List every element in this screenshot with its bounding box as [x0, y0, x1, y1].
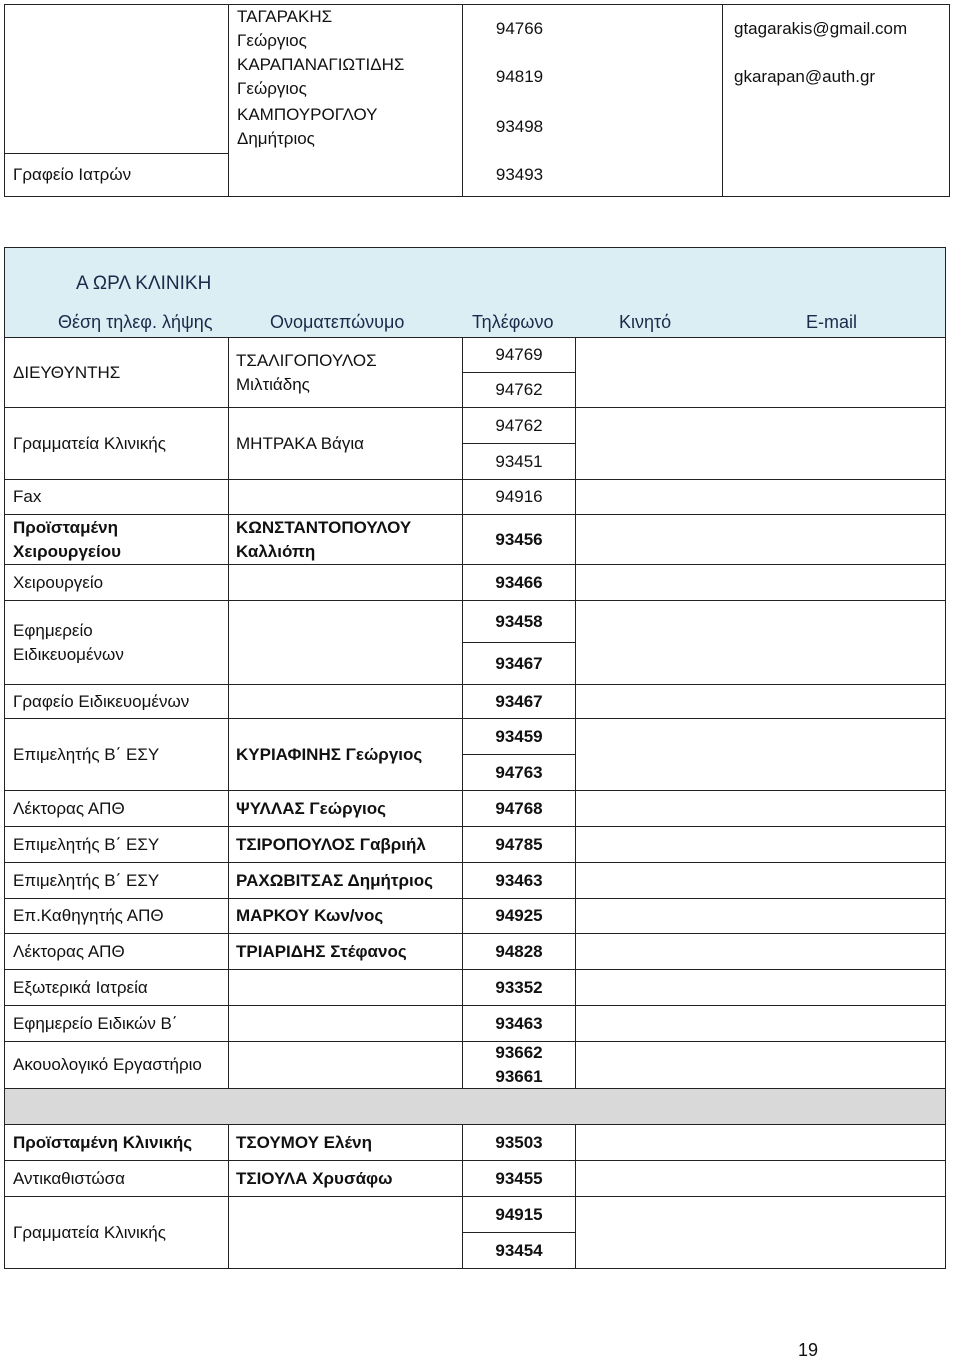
position-cell [5, 685, 229, 718]
header-name: Ονοματεπώνυμο [270, 312, 405, 332]
name-cell [229, 1161, 463, 1196]
surname: ΤΑΓΑΡΑΚΗΣ [237, 7, 333, 26]
mobile-email-cell [576, 408, 945, 479]
phone-number: 93352 [495, 977, 543, 997]
position-cell [5, 153, 229, 196]
position-cell [5, 101, 229, 153]
position-label: Ακουολογικό Εργαστήριο [13, 1055, 202, 1074]
position-label: Επ.Καθηγητής ΑΠΘ [13, 906, 164, 925]
table-row [5, 480, 945, 515]
full-name: ΜΗΤΡΑΚΑ Βάγια [236, 433, 364, 453]
mobile-email-cell [576, 1197, 945, 1268]
position-label: Ειδικευομένων [13, 644, 124, 664]
name-cell [229, 1125, 463, 1160]
phone-number: 93455 [495, 1168, 543, 1188]
position-label: Γραμματεία Κλινικής [13, 1222, 166, 1242]
table-row [5, 899, 945, 934]
phone-number: 93463 [495, 1013, 543, 1033]
position-cell [5, 53, 229, 101]
header-mobile: Κινητό [619, 312, 672, 332]
phone-cell [463, 1125, 576, 1160]
mobile-email-cell [576, 1006, 945, 1041]
table-row [5, 101, 949, 153]
table-row [5, 1161, 945, 1197]
full-name: ΤΣΙΟΥΛΑ Χρυσάφω [236, 1168, 393, 1188]
phone-cell [463, 53, 576, 101]
phone-number: 93458 [463, 601, 575, 643]
table-row [5, 1042, 945, 1089]
mobile-email-cell [576, 338, 945, 407]
phone-number: 93454 [495, 1240, 543, 1260]
position-label: Γραφείο Ιατρών [13, 165, 132, 184]
position-label: Επιμελητής Β΄ ΕΣΥ [13, 870, 160, 890]
phone-cell [463, 934, 576, 969]
table-row [5, 1006, 945, 1042]
surname: ΚΑΜΠΟΥΡΟΓΛΟΥ [237, 105, 378, 124]
phone-number: 93467 [495, 653, 543, 673]
name-cell [229, 1042, 463, 1088]
phone-number: 94915 [463, 1197, 575, 1233]
first-name: Μιλτιάδης [236, 374, 310, 394]
first-name: Γεώργιος [237, 79, 307, 98]
name-cell [229, 970, 463, 1005]
table-row [5, 153, 949, 196]
position-cell [5, 480, 229, 514]
phone-number: 93498 [495, 117, 544, 136]
position-cell [5, 1006, 229, 1041]
first-name: Δημήτριος [237, 129, 315, 148]
phone-cell [463, 899, 576, 933]
position-label: Fax [13, 487, 42, 506]
mobile-email-cell [576, 1161, 945, 1196]
header-phone: Τηλέφωνο [472, 312, 554, 332]
mobile-email-cell [576, 480, 945, 514]
phone-cell [463, 153, 576, 196]
position-cell [5, 515, 229, 564]
name-cell [229, 5, 463, 53]
email-cell [723, 101, 949, 153]
position-cell [5, 1042, 229, 1088]
phone-cell [463, 565, 576, 600]
phone-number: 93463 [495, 870, 543, 890]
phone-number: 94769 [463, 338, 575, 373]
table-row [5, 791, 945, 827]
position-cell [5, 338, 229, 407]
table-row [5, 338, 945, 408]
mobile-email-cell [576, 1042, 945, 1088]
position-label: Χειρουργείου [13, 541, 121, 561]
name-cell [229, 565, 463, 600]
mobile-email-cell [576, 685, 945, 718]
full-name: ΡΑΧΩΒΙΤΣΑΣ Δημήτριος [236, 870, 433, 890]
position-label: Χειρουργείο [13, 572, 104, 592]
position-label: Γραμματεία Κλινικής [13, 433, 166, 453]
table-row [5, 719, 945, 791]
position-cell [5, 791, 229, 826]
table-row [5, 863, 945, 899]
phone-number: 93503 [495, 1132, 543, 1152]
name-cell [229, 408, 463, 479]
table-row [5, 53, 949, 101]
name-cell [229, 601, 463, 684]
position-cell [5, 1161, 229, 1196]
phone-number: 93451 [495, 451, 543, 471]
position-label: Εφημερείο Ειδικών Β΄ [13, 1013, 178, 1033]
table-row [5, 934, 945, 970]
name-cell [229, 899, 463, 933]
mobile-email-cell [576, 791, 945, 826]
position-label: ΔΙΕΥΘΥΝΤΗΣ [13, 362, 121, 382]
phone-cell [463, 5, 576, 53]
phone-cell [463, 338, 576, 407]
mobile-cell [576, 101, 723, 153]
phone-number: 93467 [495, 691, 543, 711]
name-cell [229, 515, 463, 564]
mobile-email-cell [576, 970, 945, 1005]
position-label: Επιμελητής Β΄ ΕΣΥ [13, 744, 160, 764]
phone-number: 93662 [495, 1043, 543, 1062]
mobile-email-cell [576, 601, 945, 684]
position-cell [5, 863, 229, 898]
position-label: Λέκτορας ΑΠΘ [13, 941, 125, 961]
position-label: Εφημερείο [13, 620, 93, 640]
phone-number: 94828 [495, 941, 543, 961]
position-cell [5, 970, 229, 1005]
clinic-table [4, 247, 946, 1269]
surname: ΚΑΡΑΠΑΝΑΓΙΩΤΙΔΗΣ [237, 55, 405, 74]
email-address: gkarapan@auth.gr [734, 67, 876, 86]
position-cell [5, 827, 229, 862]
email-cell [723, 53, 949, 101]
name-cell [229, 480, 463, 514]
page-number: 19 [798, 1340, 819, 1360]
full-name: ΤΣΟΥΜΟΥ Ελένη [236, 1132, 372, 1152]
table-row [5, 565, 945, 601]
name-cell [229, 101, 463, 153]
phone-number: 94925 [495, 906, 543, 925]
staff-table-continued [4, 4, 950, 197]
phone-cell [463, 601, 576, 684]
mobile-email-cell [576, 934, 945, 969]
table-row [5, 601, 945, 685]
surname: ΤΣΑΛΙΓΟΠΟΥΛΟΣ [236, 350, 377, 370]
name-cell [229, 1006, 463, 1041]
table-row [5, 515, 945, 565]
name-cell [229, 338, 463, 407]
header-position: Θέση τηλεφ. λήψης [58, 312, 213, 332]
phone-cell [463, 1006, 576, 1041]
name-cell [229, 53, 463, 101]
position-cell [5, 408, 229, 479]
name-cell [229, 153, 463, 196]
phone-number: 94762 [495, 380, 543, 399]
mobile-email-cell [576, 1125, 945, 1160]
position-label: Γραφείο Ειδικευομένων [13, 691, 190, 711]
mobile-email-cell [576, 719, 945, 790]
mobile-email-cell [576, 515, 945, 564]
phone-cell [463, 1197, 576, 1268]
mobile-email-cell [576, 863, 945, 898]
position-cell [5, 899, 229, 933]
position-label: Προϊσταμένη Κλινικής [13, 1132, 193, 1152]
position-cell [5, 1197, 229, 1268]
name-cell [229, 791, 463, 826]
phone-cell [463, 791, 576, 826]
position-cell [5, 719, 229, 790]
phone-number: 94785 [495, 834, 543, 854]
clinic-title: Α ΩΡΛ ΚΛΙΝΙΚΗ [76, 273, 212, 294]
clinic-header [5, 248, 945, 338]
phone-number: 93661 [495, 1067, 543, 1086]
name-cell [229, 827, 463, 862]
email-cell [723, 153, 949, 196]
email-address: gtagarakis@gmail.com [734, 19, 908, 38]
position-label: Προϊσταμένη [13, 517, 119, 537]
phone-cell [463, 408, 576, 479]
mobile-cell [576, 5, 723, 53]
position-cell [5, 934, 229, 969]
table-row [5, 5, 949, 53]
position-cell [5, 1125, 229, 1160]
phone-cell [463, 863, 576, 898]
phone-cell [463, 970, 576, 1005]
phone-number: 94766 [495, 19, 544, 38]
table-row [5, 408, 945, 480]
position-label: Αντικαθιστώσα [13, 1168, 125, 1188]
table-row [5, 827, 945, 863]
phone-number: 94768 [495, 798, 543, 818]
position-label: Εξωτερικά Ιατρεία [13, 977, 148, 997]
name-cell [229, 719, 463, 790]
phone-cell [463, 1042, 576, 1088]
phone-number: 93459 [463, 719, 575, 755]
table-row [5, 1125, 945, 1161]
email-cell [723, 5, 949, 53]
phone-number: 93493 [495, 164, 544, 184]
position-label: Επιμελητής Β΄ ΕΣΥ [13, 834, 160, 854]
position-cell [5, 565, 229, 600]
table-row [5, 1197, 945, 1268]
table-row [5, 970, 945, 1006]
surname: ΚΩΝΣΤΑΝΤΟΠΟΥΛΟΥ [236, 517, 412, 537]
phone-number: 93466 [495, 572, 543, 592]
header-email: E-mail [806, 312, 858, 332]
phone-number: 93456 [495, 529, 543, 549]
phone-number: 94762 [463, 408, 575, 444]
separator-band [5, 1089, 945, 1125]
phone-cell [463, 480, 576, 514]
phone-cell [463, 685, 576, 718]
mobile-cell [576, 153, 723, 196]
mobile-email-cell [576, 827, 945, 862]
phone-cell [463, 719, 576, 790]
phone-number: 94819 [495, 67, 544, 86]
position-label: Λέκτορας ΑΠΘ [13, 798, 125, 818]
full-name: ΜΑΡΚΟΥ Κων/νος [236, 906, 384, 925]
name-cell [229, 863, 463, 898]
mobile-cell [576, 53, 723, 101]
name-cell [229, 1197, 463, 1268]
phone-number: 94763 [495, 762, 543, 782]
table-row [5, 685, 945, 719]
phone-cell [463, 827, 576, 862]
position-cell [5, 5, 229, 53]
phone-cell [463, 101, 576, 153]
full-name: ΨΥΛΛΑΣ Γεώργιος [236, 798, 386, 818]
first-name: Καλλιόπη [236, 541, 316, 561]
phone-number: 94916 [495, 487, 543, 506]
first-name: Γεώργιος [237, 31, 307, 50]
name-cell [229, 685, 463, 718]
position-cell [5, 601, 229, 684]
full-name: ΚΥΡΙΑΦΙΝΗΣ Γεώργιος [236, 744, 423, 764]
phone-cell [463, 515, 576, 564]
name-cell [229, 934, 463, 969]
full-name: ΤΡΙΑΡΙΔΗΣ Στέφανος [236, 941, 407, 961]
full-name: ΤΣΙΡΟΠΟΥΛΟΣ Γαβριήλ [236, 834, 426, 854]
mobile-email-cell [576, 899, 945, 933]
phone-cell [463, 1161, 576, 1196]
mobile-email-cell [576, 565, 945, 600]
